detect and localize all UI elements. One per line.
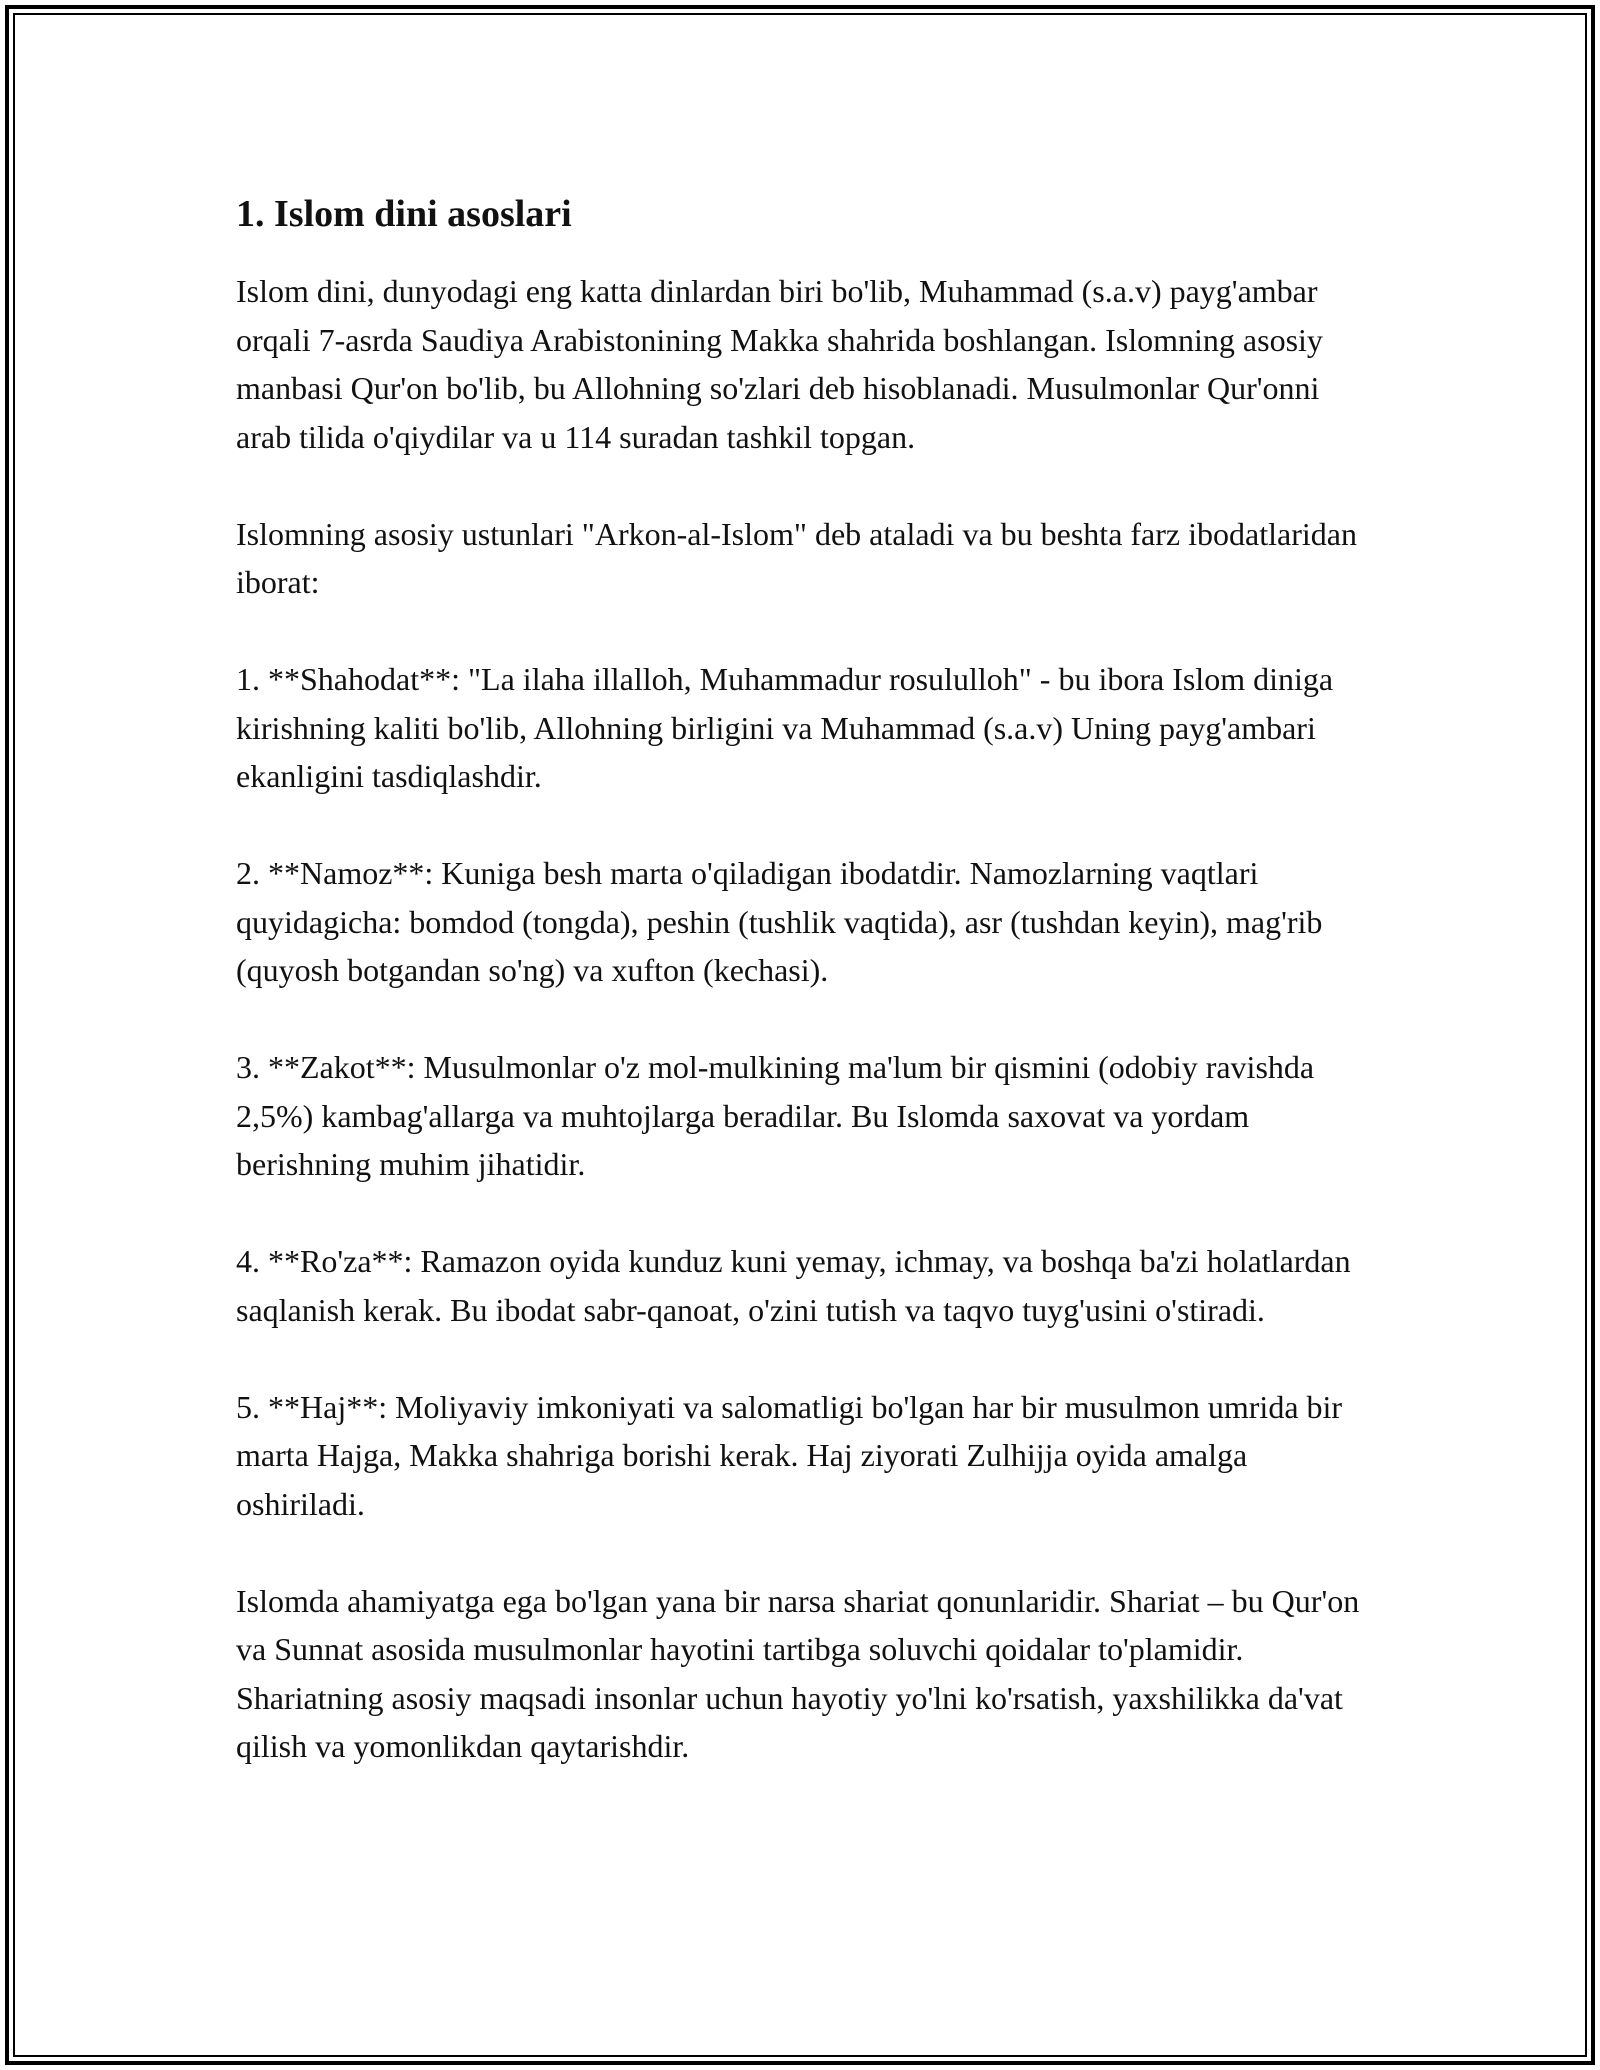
paragraph-shariat: Islomda ahamiyatga ega bo'lgan yana bir narsa shariat qonunlaridir. Shariat – bu Qur'on va Sunnat asosida musulmonlar hayotini tartibga soluvchi qoidalar to'plamidir. Shariatning asosiy maqsadi insonlar uchun hayotiy yo'lni ko'rsatish, yaxshilikka da'vat qilish va yomonlikdan qaytarishdir. — [236, 1582, 1360, 1764]
paragraph-intro: Islom dini, dunyodagi eng katta dinlardan biri bo'lib, Muhammad (s.a.v) payg'ambar orqali 7-asrda Saudiya Arabistonining Makka shahrida boshlangan. Islomning asosiy manbasi Qur'on bo'lib, bu Allohning so'zlari deb hisoblanadi. Musulmonlar Qur'onni arab tilida o'qiydilar va u 114 suradan tashkil topgan. — [236, 273, 1323, 455]
document-body — [236, 185, 1366, 1771]
paragraph-namoz: 2. **Namoz**: Kuniga besh marta o'qiladigan ibodatdir. Namozlarning vaqtlari quyidagicha: bomdod (tongda), peshin (tushlik vaqtida), asr (tushdan keyin), mag'rib (quyosh botgandan so'ng) va xufton (kechasi). — [236, 855, 1323, 988]
paragraph-haj: 5. **Haj**: Moliyaviy imkoniyati va salomatligi bo'lgan har bir musulmon umrida bir marta Hajga, Makka shahriga borishi kerak. Haj ziyorati Zulhijja oyida amalga oshiriladi. — [236, 1388, 1343, 1522]
paragraph-roza: 4. **Ro'za**: Ramazon oyida kunduz kuni yemay, ichmay, va boshqa ba'zi holatlardan saqlanish kerak. Bu ibodat sabr-qanoat, o'zini tutish va taqvo tuyg'usini o'stiradi. — [236, 1243, 1351, 1328]
paragraph-pillars-intro: Islomning asosiy ustunlari "Arkon-al-Islom" deb ataladi va bu beshta farz ibodatlaridan iborat: — [236, 515, 1357, 600]
section-heading: 1. Islom dini asoslari — [236, 193, 572, 235]
paragraph-shahodat: 1. **Shahodat**: "La ilaha illalloh, Muhammadur rosululloh" - bu ibora Islom diniga kirishning kaliti bo'lib, Allohning birligini va Muhammad (s.a.v) Uning payg'ambari ekanligini tasdiqlashdir. — [236, 661, 1334, 794]
paragraph-zakot: 3. **Zakot**: Musulmonlar o'z mol-mulkining ma'lum bir qismini (odobiy ravishda 2,5%) kambag'allarga va muhtojlarga beradilar. Bu Islomda saxovat va yordam berishning muhim jihatidir. — [236, 1049, 1315, 1182]
